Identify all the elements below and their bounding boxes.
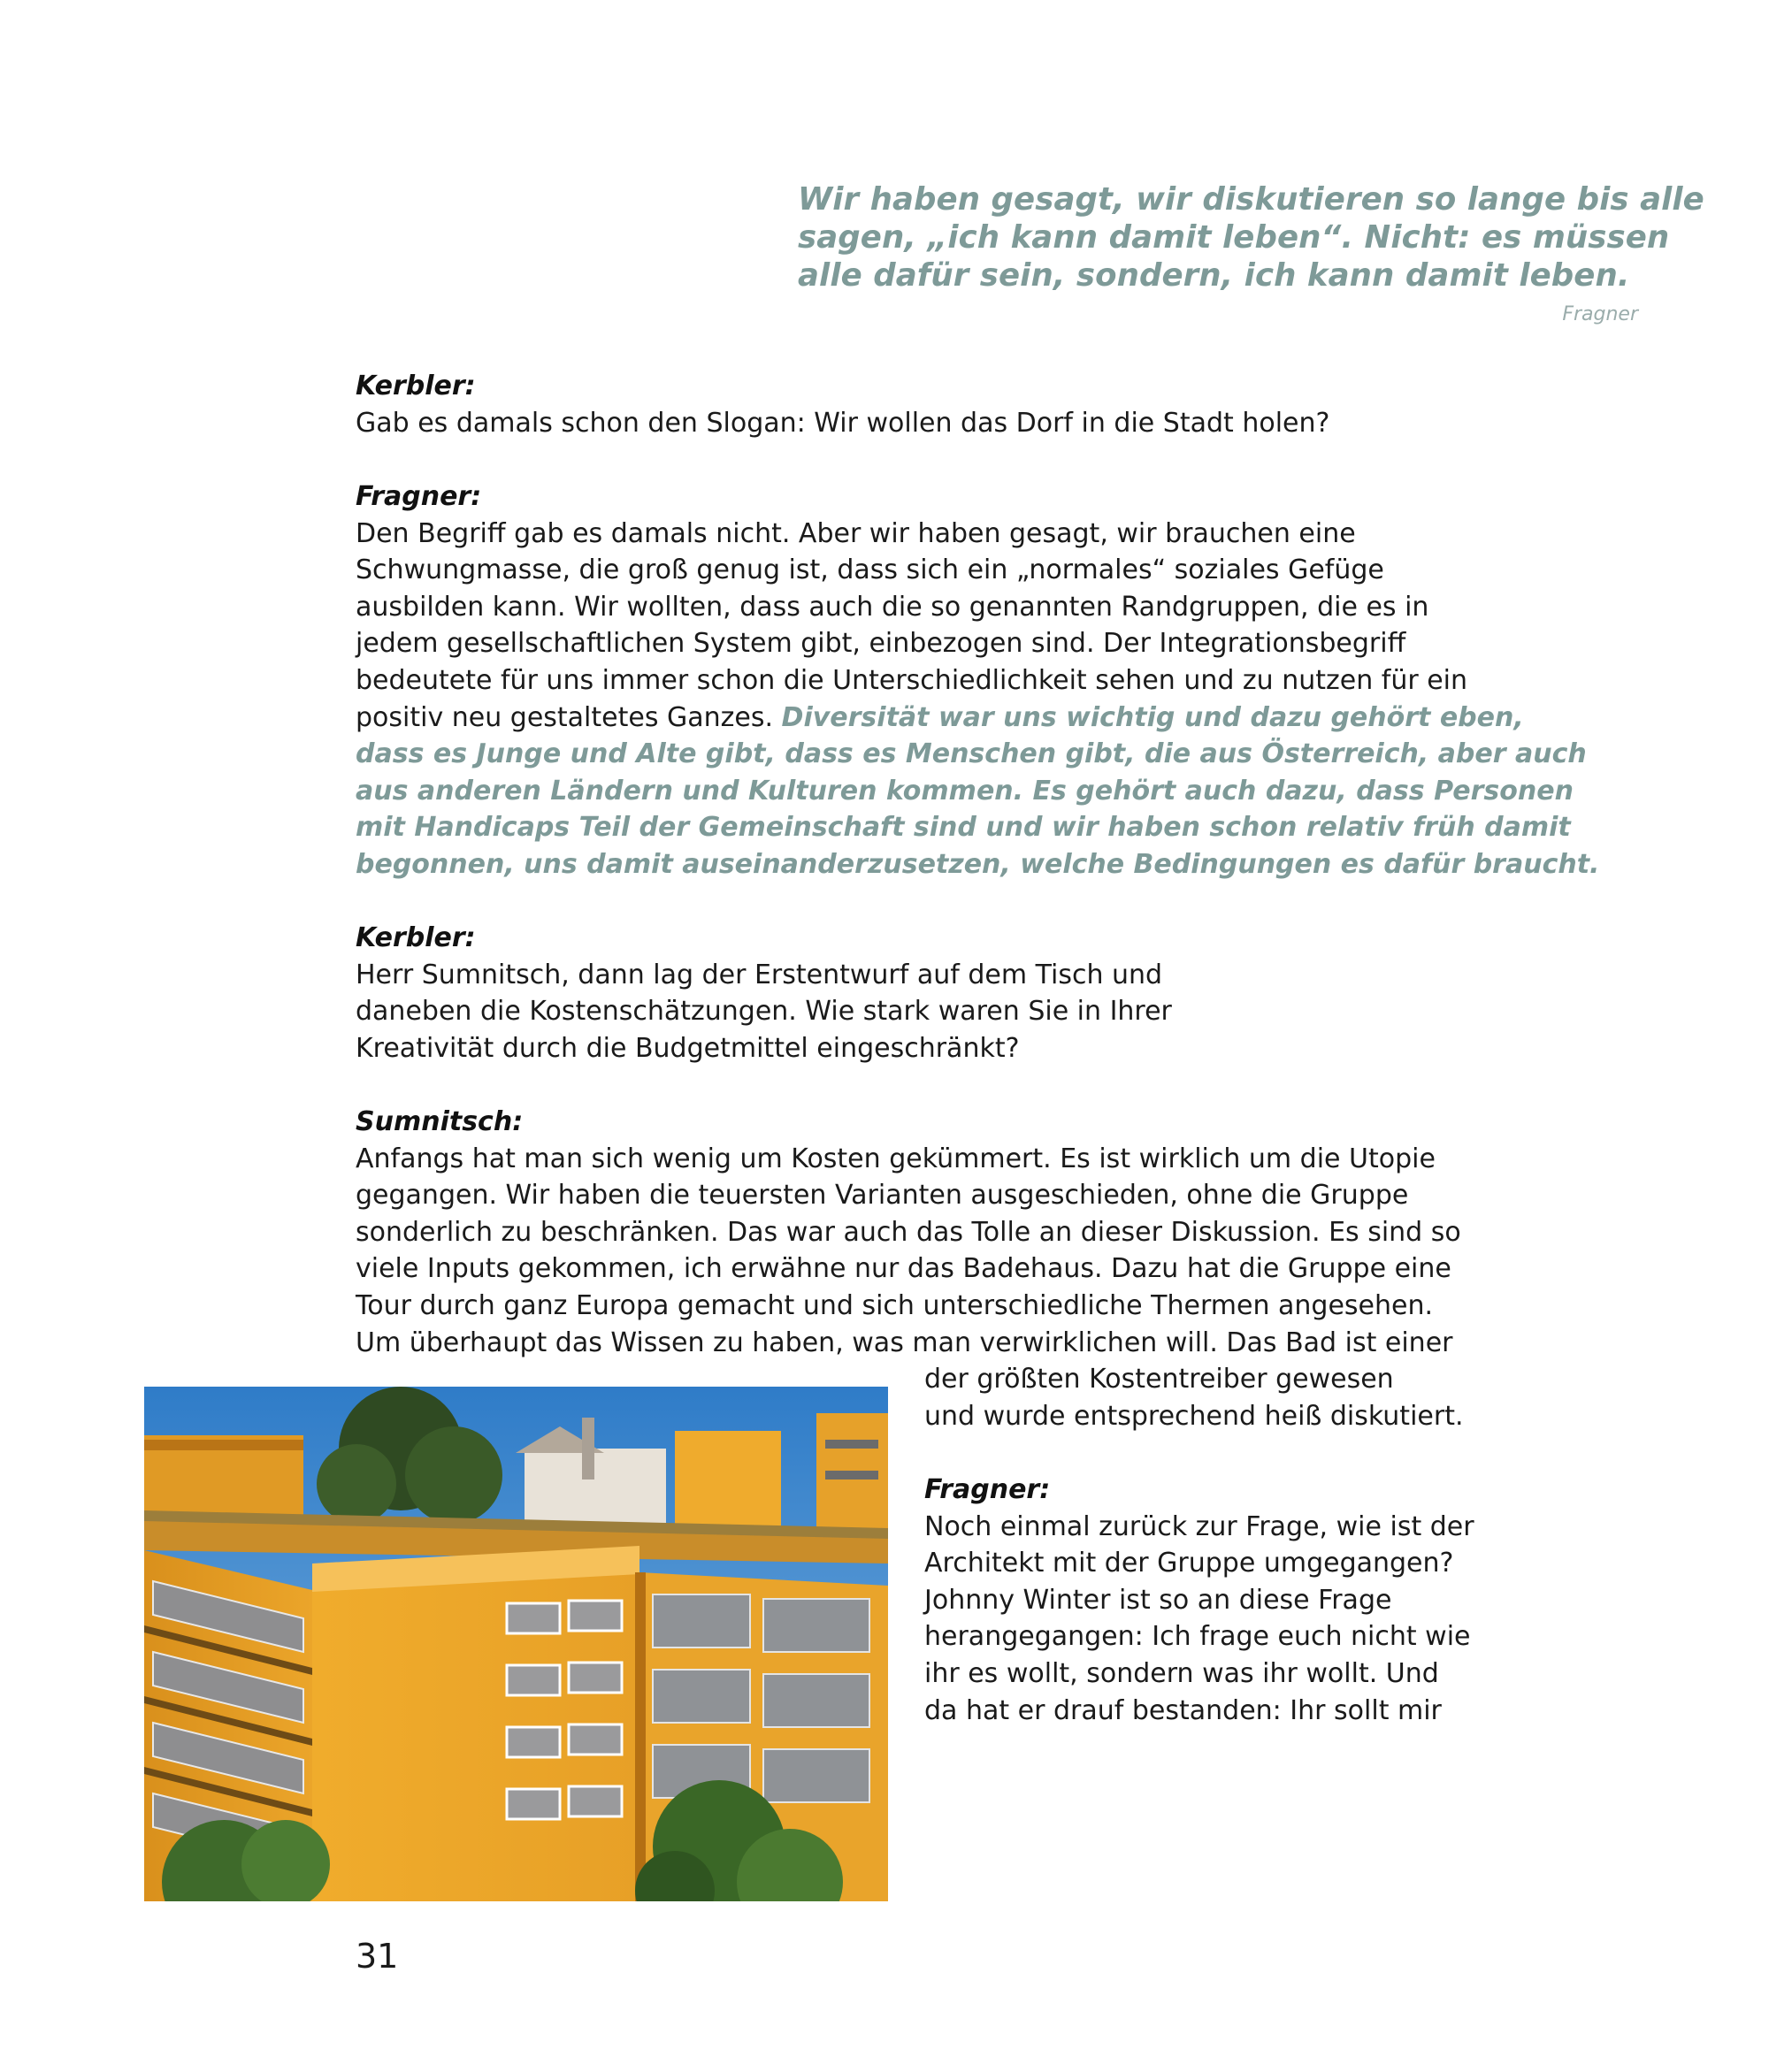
pull-quote-author: Fragner xyxy=(1562,303,1638,325)
answer-line: Anfangs hat man sich wenig um Kosten gekümmert. Es ist wirklich um die Utopie xyxy=(356,1143,1436,1174)
interview-block-fragner-1 xyxy=(356,478,1599,883)
page-number: 31 xyxy=(356,1937,399,1976)
answer-line: bedeutete für uns immer schon die Unterschiedlichkeit sehen und zu nutzen für ein xyxy=(356,664,1468,696)
interview-block-fragner-2 xyxy=(924,1472,1474,1729)
answer-line: Johnny Winter ist so an diese Frage xyxy=(924,1584,1392,1616)
answer-line: Noch einmal zurück zur Frage, wie ist der xyxy=(924,1510,1474,1542)
speaker-label: Fragner: xyxy=(924,1474,1051,1505)
building-photo xyxy=(144,1387,888,1901)
speaker-label: Kerbler: xyxy=(356,922,476,953)
highlighted-line: mit Handicaps Teil der Gemeinschaft sind und wir haben schon relativ früh damit xyxy=(356,812,1571,844)
interview-block-sumnitsch-continued xyxy=(924,1361,1464,1434)
answer-line: daneben die Kostenschätzungen. Wie stark waren Sie in Ihrer xyxy=(356,996,1172,1028)
answer-line: Herr Sumnitsch, dann lag der Erstentwurf auf dem Tisch und xyxy=(356,959,1163,990)
answer-line: Um überhaupt das Wissen zu haben, was man verwirklichen will. Das Bad ist einer xyxy=(356,1327,1453,1358)
answer-text: positiv neu gestaltetes Ganzes. xyxy=(356,701,782,733)
speaker-label: Sumnitsch: xyxy=(356,1106,524,1137)
answer-line: Architekt mit der Gruppe umgegangen? xyxy=(924,1548,1454,1579)
answer-line: da hat er drauf bestanden: Ihr sollt mir xyxy=(924,1694,1442,1726)
pull-quote-line: sagen, „ich kann damit leben“. Nicht: es müssen xyxy=(798,219,1670,256)
answer-line: ausbilden kann. Wir wollten, dass auch die so genannten Randgruppen, die es in xyxy=(356,591,1429,623)
answer-line: Tour durch ganz Europa gemacht und sich unterschiedliche Thermen angesehen. xyxy=(356,1289,1434,1321)
highlighted-line: begonnen, uns damit auseinanderzusetzen, welche Bedingungen es dafür braucht. xyxy=(356,848,1600,880)
answer-line: Schwungmasse, die groß genug ist, dass sich ein „normales“ soziales Gefüge xyxy=(356,554,1384,586)
answer-line: der größten Kostentreiber gewesen xyxy=(924,1364,1394,1395)
answer-line: jedem gesellschaftlichen System gibt, einbezogen sind. Der Integrationsbegriff xyxy=(356,628,1406,660)
highlighted-text: Diversität war uns wichtig und dazu gehört eben, xyxy=(781,701,1524,733)
answer-line-mixed xyxy=(356,700,1599,737)
answer-line: sonderlich zu beschränken. Das war auch das Tolle an dieser Diskussion. Es sind so xyxy=(356,1216,1461,1248)
answer-line: Kreativität durch die Budgetmittel eingeschränkt? xyxy=(356,1032,1020,1064)
highlighted-line: dass es Junge und Alte gibt, dass es Menschen gibt, die aus Österreich, aber auch xyxy=(356,738,1587,770)
speaker-label: Kerbler: xyxy=(356,371,476,401)
answer-line: ihr es wollt, sondern was ihr wollt. Und xyxy=(924,1657,1439,1689)
highlighted-line: aus anderen Ländern und Kulturen kommen. Es gehört auch dazu, dass Personen xyxy=(356,775,1574,807)
answer-line: und wurde entsprechend heiß diskutiert. xyxy=(924,1400,1464,1432)
answer-line: herangegangen: Ich frage euch nicht wie xyxy=(924,1621,1471,1653)
speaker-label: Fragner: xyxy=(356,481,482,512)
pull-quote-line: alle dafür sein, sondern, ich kann damit leben. xyxy=(798,257,1630,294)
answer-line: viele Inputs gekommen, ich erwähne nur das Badehaus. Dazu hat die Gruppe eine xyxy=(356,1253,1451,1285)
pull-quote-line: Wir haben gesagt, wir diskutieren so lange bis alle xyxy=(798,181,1704,218)
answer-line: gegangen. Wir haben die teuersten Varianten ausgeschieden, ohne die Gruppe xyxy=(356,1180,1409,1212)
answer-line: Gab es damals schon den Slogan: Wir wollen das Dorf in die Stadt holen? xyxy=(356,407,1330,439)
answer-line: Den Begriff gab es damals nicht. Aber wir haben gesagt, wir brauchen eine xyxy=(356,517,1356,549)
pull-quote xyxy=(798,180,1704,294)
interview-block-sumnitsch xyxy=(356,1104,1461,1361)
interview-block-kerbler-1 xyxy=(356,368,1329,441)
interview-block-kerbler-2 xyxy=(356,920,1172,1067)
